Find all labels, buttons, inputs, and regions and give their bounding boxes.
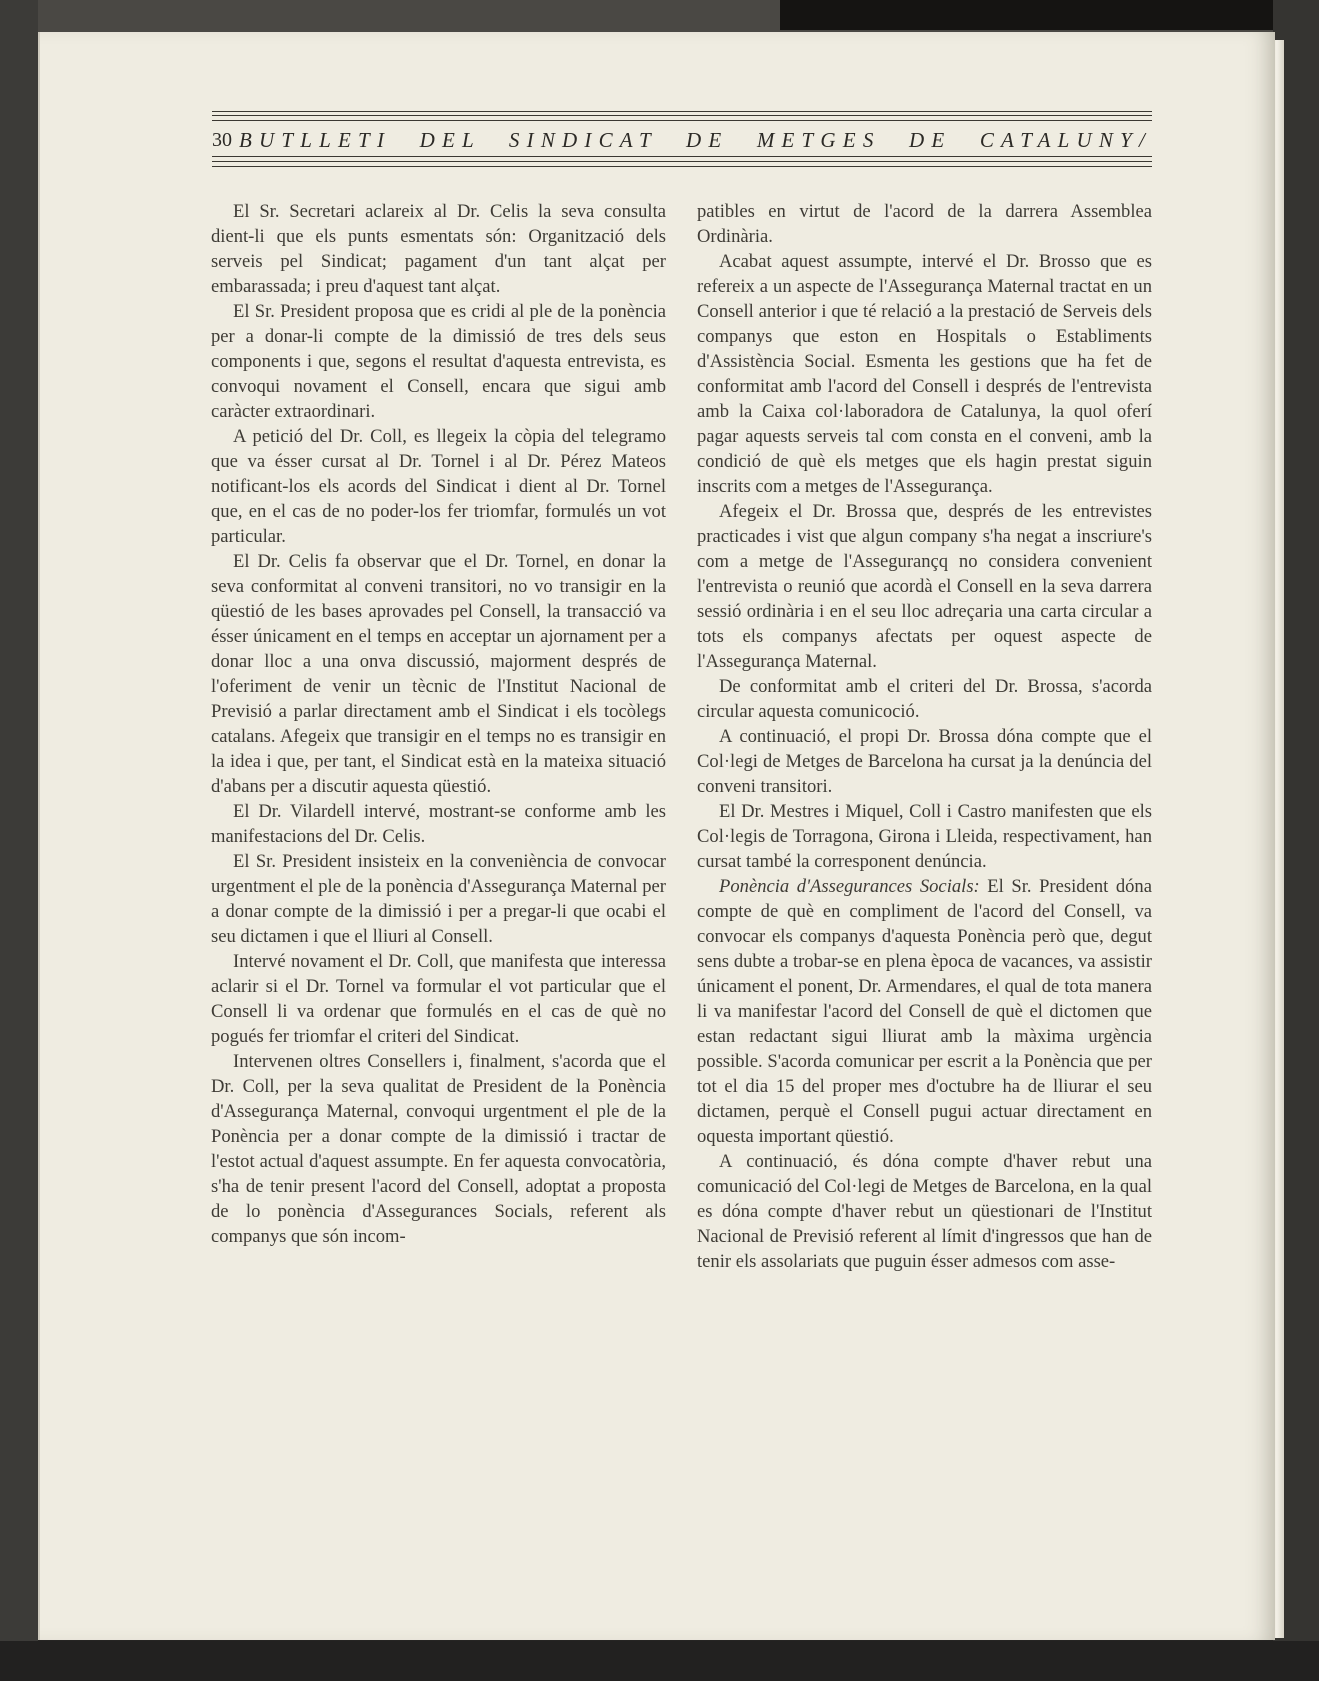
paragraph: De conformitat amb el criteri del Dr. Brossa, s'acorda circular aquesta comunicoció.	[697, 676, 1152, 722]
paragraph: A petició del Dr. Coll, es llegeix la còpia del telegramo que va ésser cursat al Dr. Tornel i al Dr. Pérez Mateos notificant-los els acords del Sindicat i dient al Dr. Tornel que, en el cas de no poder-los fer triomfar, formulés un vot particular.	[211, 426, 666, 547]
section-text: El Sr. President dóna compte de què en compliment de l'acord del Consell, va convocar els companys d'aquesta Ponència però que, degut sens dubte a trobar-se en plena època de vacances, va assistir únicament el ponent, Dr. Armendares, el qual de tota manera li va manifestar l'acord del Consell de què el dictomen que estan redactant sigui lliurat amb la màxima urgència possible. S'acorda comunicar per escrit a la Ponència que per tot el dia 15 del proper mes d'octubre ha de lliurar el seu dictamen, perquè el Consell pugui actuar directament en oquesta important qüestió.	[697, 876, 1152, 1147]
paragraph: Afegeix el Dr. Brossa que, després de les entrevistes practicades i vist que algun company s'ha negat a inscriure's com a metge de l'Assegurançq no considera convenient l'entrevista o reunió que acordà el Consell en la seva darrera sessió ordinària i en el seu lloc adreçaria una carta circular a tots els companys afectats per oquest aspecte de l'Assegurança Maternal.	[697, 501, 1152, 672]
header-rule-bottom-2	[212, 161, 1152, 162]
paragraph: A continuació, el propi Dr. Brossa dóna compte que el Col·legi de Metges de Barcelona ha cursat ja la denúncia del conveni transitori.	[697, 726, 1152, 797]
paragraph: El Dr. Mestres i Miquel, Coll i Castro manifesten que els Col·legis de Torragona, Girona i Lleida, respectivament, han cursat també la corresponent denúncia.	[697, 801, 1152, 872]
paragraph: El Sr. Secretari aclareix al Dr. Celis la seva consulta dient-li que els punts esmentats són: Organització dels serveis pel Sindicat; pagament d'un tant alçat per embarassada; i preu d'aquest tant alçat.	[211, 201, 666, 297]
paragraph: El Sr. President proposa que es cridi al ple de la ponència per a donar-li compte de la dimissió de tres dels seus components i que, segons el resultat d'aquesta entrevista, es convoqui novament el Consell, encara que sigui amb caràcter extraordinari.	[211, 301, 666, 422]
paragraph: El Dr. Vilardell intervé, mostrant-se conforme amb les manifestacions del Dr. Celis.	[211, 801, 666, 847]
page-number: 30	[212, 128, 232, 151]
section-heading: Ponència d'Assegurances Socials:	[719, 876, 980, 897]
scan-background-left	[0, 0, 38, 1681]
running-title: BUTLLETI DEL SINDICAT DE METGES DE CATALUNY/	[239, 127, 1152, 152]
header-rule-bottom-1	[212, 156, 1152, 157]
header-rule-top-1	[212, 111, 1152, 112]
paragraph: Intervé novament el Dr. Coll, que manifesta que interessa aclarir si el Dr. Tornel va formular el vot particular que el Consell li va ordenar que formulés en el cas de què no pogués fer triomfar el criteri del Sindicat.	[211, 951, 666, 1047]
header-rule-top-3	[212, 120, 1152, 121]
running-header	[212, 111, 1152, 167]
left-column	[211, 199, 666, 1249]
paragraph: El Dr. Celis fa observar que el Dr. Tornel, en donar la seva conformitat al conveni transitori, no vo transigir en la qüestió de les bases aprovades pel Consell, la transacció va ésser únicament en el temps en acceptar un ajornament per a donar lloc a una onva discussió, majorment després de l'oferiment de venir un tècnic de l'Institut Nacional de Previsió a parlar directament amb el Sindicat i els tocòlegs catalans. Afegeix que transigir en el temps no es transigir en la idea i que, per tant, el Sindicat està en la mateixa situació d'abans per a discutir aquesta qüestió.	[211, 551, 666, 797]
header-text	[212, 127, 1152, 153]
right-column	[697, 199, 1152, 1274]
header-rule-top-2	[212, 115, 1152, 116]
paragraph-continuation: patibles en virtut de l'acord de la darrera Assemblea Ordinària.	[697, 201, 1152, 247]
scan-background-bottom	[0, 1641, 1319, 1681]
section-paragraph	[697, 874, 1152, 1149]
header-rule-bottom-3	[212, 166, 1152, 167]
paragraph: Intervenen oltres Consellers i, finalment, s'acorda que el Dr. Coll, per la seva qualitat de President de la Ponència d'Assegurança Maternal, convoqui urgentment el ple de la Ponència per a donar compte de la dimissió i tractar de l'estot actual d'aquest assumpte. En fer aquesta convocatòria, s'ha de tenir present l'acord del Consell, adoptat a proposta de lo ponència d'Assegurances Socials, referent als companys que són incom-	[211, 1051, 666, 1247]
paragraph: A continuació, és dóna compte d'haver rebut una comunicació del Col·legi de Metges de Barcelona, en la qual es dóna compte d'haver rebut un qüestionari de l'Institut Nacional de Previsió referent al límit d'ingressos que han de tenir els assolariats que puguin ésser admesos com asse-	[697, 1151, 1152, 1272]
paragraph: El Sr. President insisteix en la conveniència de convocar urgentment el ple de la ponència d'Assegurança Maternal per a donar compte de la dimissió i per a pregar-li que ocabi el seu dictamen i que el lliuri al Consell.	[211, 851, 666, 947]
scan-background-top-dark	[780, 0, 1319, 30]
paragraph: Acabat aquest assumpte, intervé el Dr. Brosso que es refereix a un aspecte de l'Assegurança Maternal tractat en un Consell anterior i que té relació a la prestació de Serveis dels companys que eston en Hospitals o Establiments d'Assistència Social. Esmenta les gestions que ha fet de conformitat amb l'acord del Consell i després de l'entrevista amb la Caixa col·laboradora de Catalunya, la quol oferí pagar aquests serveis tal com consta en el conveni, amb la condició de què els metges que els hagin prestat siguin inscrits com a metges de l'Assegurança.	[697, 251, 1152, 497]
